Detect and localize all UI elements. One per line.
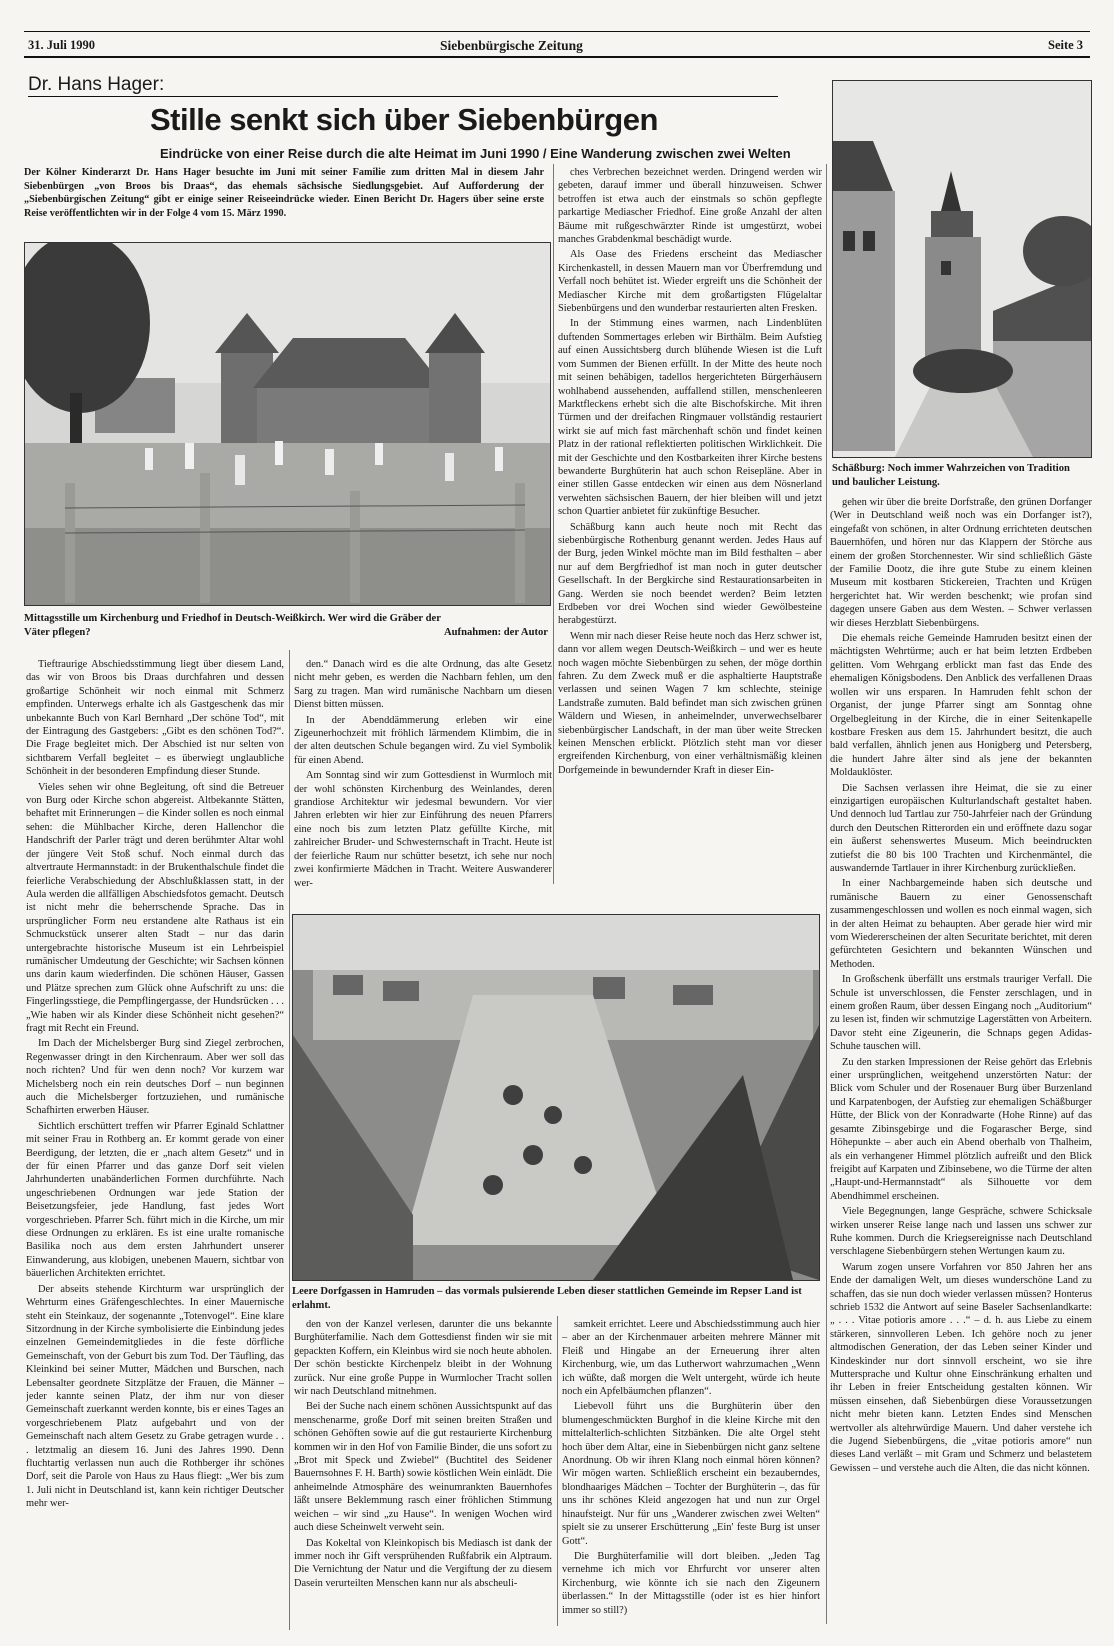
- paragraph: In Großschenk überfällt uns erstmals trauriger Verfall. Die Schule ist unverschlossen, die Fenster zerschlagen, und in einem großen Raum, über dessen Eingang noch „Auditorium“ zu lesen ist, finden wir schmutzige Lagerstätten von Arbeitern. Davor steht eine Zigeunerin, die Schnaps gegen Adidas-Schuhe tauschen will.: [830, 974, 1092, 1053]
- paragraph: Warum zogen unsere Vorfahren vor 850 Jahren her ans Ende der damaligen Welt, um dieses wunderschöne Land zu schaffen, das sie nun doch wieder verlassen müssen? Honterus schrieb 1532 die Antwort auf seine Baseler Sachsenlandkarte: „ . . . Vitae potioris amore . . .“ – d. h. aus Liebe zu einem stärkeren, sinnvolleren Leben. Ich gehöre noch zu jener altmodischen Generation, der das Leben seiner Kinder und Kindeskinder nur dort sinnvoll erscheint, wo sie ihre Muttersprache und Kultur ohne Einschränkung erhalten und ihr Leben in freier Entscheidung gestalten können. Wir müssen einsehen, daß Siebenbürgen diese Voraussetzungen nicht mehr bieten kann. Letzten Endes sind Menschen wertvoller als altehrwürdige Mauern. Und daher verstehe ich die Jugend Siebenbürgens, die „vitae potioris amore“ nun dieses Land verläßt – mit Gram und Schmerz und belastetem Gewissen – und verstehe auch die Alten, die das nicht können.: [830, 1261, 1092, 1474]
- caption-photo1: Mittagsstille um Kirchenburg und Friedhof in Deutsch-Weißkirch. Wer wird die Gräber der Väter pflegen?: [24, 613, 441, 638]
- paragraph: Als Oase des Friedens erscheint das Mediascher Kirchenkastell, in dessen Mauern man vor Überfremdung und Verfall noch behütet ist. Wieder ergreift uns die Schönheit der Mediascher Kirche mit dem großartigsten Flügelaltar Siebenbürgens und den wunderbar restaurierten alten Fresken.: [558, 249, 822, 315]
- paragraph: In der Abenddämmerung erleben wir eine Zigeunerhochzeit mit fröhlich lärmendem Klimbim, die in der alten deutschen Schule begangen wird. Zu viel Symbolik für einen Abend.: [294, 714, 552, 766]
- article-headline: Stille senkt sich über Siebenbürgen: [150, 102, 658, 137]
- paragraph: gehen wir über die breite Dorfstraße, den grünen Dorfanger (Wer in Deutschland weiß noch was ein Dorfanger ist?), eingefaßt von schönen, in alter Ordnung errichteten deutschen Bauernhöfen, und hören nur das Klappern der Störche aus einem der großen Storchennester. Wir sind schließlich Gäste der Familie Dootz, die ihre gute Stube zu einem kleinen Museum mit kostbaren Stickereien, Trachten und Krügen hergerichtet hat. Wir werden beschenkt; wie profan sind dagegen unsere Gaben aus dem Westen. – Schwer verlassen wir dieses Herzblatt Siebenbürgens.: [830, 497, 1092, 629]
- paragraph: Vieles sehen wir ohne Begleitung, oft sind die Betreuer von Burg oder Kirche schon abgereist. Altbekannte Stätten, behaftet mit Erinnerungen – die Kinder sollen es noch einmal sehen: die Mühlbacher Kirche, deren Hallenchor die Handschrift der Parler trägt und deren berühmter Altar wohl der jüngere Veit Stoß schuf. Noch einmal durch das altvertraute Hermannstadt: in der Brukenthalschule findet die feierliche Verabschiedung der Abschlußklassen statt, in der Aula werden die allfälligen Abschiedsfotos gemacht. Deutsch ist nicht mehr die beherrschende Sprache. Das in ursprünglicher Form neu erstandene alte Rathaus ist ein Schmuckstück unserer alten Stadt – nur das darin untergebrachte historische Museum ist ein Lehrbeispiel rumänischer Umdeutung der Geschichte; wir Sachsen können uns darin kaum wiederfinden. Die schönen Häuser, Gassen und Plätze sprechen zum Glück ohne Aufschrift zu uns: die Fingerlingsstiege, die Pempflingergasse, der Hundsrücken . . . „Wie haben wir als Kinder diese Schönheit nicht gesehen?“ fragt mit Recht ein Freund.: [26, 781, 284, 1034]
- paragraph: Bei der Suche nach einem schönen Aussichtspunkt auf das menschenarme, große Dorf mit seinen breiten Straßen und schönen Gehöften sowie auf die gut restaurierte Kirchenburg kommen wir in den Hof von Familie Binder, die uns sofort zu „Brot mit Speck und Zwiebel“ (Buchtitel des Seidener Bauernsohnes F. H. Barth) sowie köstlichen Wein einlädt. Die anheimelnde Atmosphäre des weinumrankten Bauernhofes läßt unsere Beklemmung rasch einer fröhlichen Stimmung weichen – wir sind „zu Hause“. In wenigen Wochen wird auch diese Scheinwelt verweht sein.: [294, 1401, 552, 1534]
- caption-photo1-credit: Aufnahmen: der Autor: [444, 627, 548, 638]
- caption-photo2: Schäßburg: Noch immer Wahrzeichen von Tradition und baulicher Leistung.: [832, 463, 1070, 488]
- paragraph: Viele Begegnungen, lange Gespräche, schwere Schicksale wirken unserer Reise lange nach und lassen uns schwer zur Ruhe kommen. Durch die Kriegsereignisse nach Deutschland verschlagene Siebenbürgern stehen Wertungen kaum zu.: [830, 1206, 1092, 1258]
- article-intro: Der Kölner Kinderarzt Dr. Hans Hager besuchte im Juni mit seiner Familie zum dritten Mal in diesem Jahr Siebenbürgen „von Broos bis Draas“, das ehemals sächsische Siedlungsgebiet. Auf Aufforderung der „Siebenbürgischen Zeitung“ gibt er einige seiner Reiseeindrücke wieder. Einen Bericht Dr. Hagers über seine erste Reise veröffentlichten wir in der Folge 4 vom 15. März 1990.: [24, 167, 544, 219]
- column-lower-middle-bottom: [294, 1318, 552, 1628]
- column-divider: [826, 164, 827, 1624]
- paragraph: Am Sonntag sind wir zum Gottesdienst in Wurmloch mit der wohl schönsten Kirchenburg des Weinlandes, deren grandiose Architektur wir jedesmal bewundern. Vor vier Jahren erlebten wir hier zur Einführung des neuen Pfarrers eine noch bis zum letzten Platz gefüllte Kirche, mit zahlreicher Bruder- und Schwesternschaft in Tracht. Heute ist der feierliche Raum nur schütter besetzt, ich sehe nur noch zwei konfirmierte Mädchen in Tracht. Weitere Auswanderer wer-: [294, 770, 552, 889]
- paragraph: Schäßburg kann auch heute noch mit Recht das siebenbürgische Rothenburg genannt werden. Jedes Haus auf der Burg, jeden Winkel möchte man im Bild festhalten – aber nur auf dem Bergfriedhof ist man noch in guter deutscher Gesellschaft. In der Bergkirche sind Restaurationsarbeiten in Gang. Werden sie noch beendet werden? Beim letzten Erdbeben vor drei Wochen sind wieder Gewölbesteine herabgestürzt.: [558, 521, 822, 627]
- issue-date: 31. Juli 1990: [28, 38, 96, 52]
- column-lower-left: [26, 658, 284, 1628]
- paragraph: Wenn mir nach dieser Reise heute noch das Herz schwer ist, dann vor allem wegen Deutsch-Weißkirch – und wer es heute noch wagen möchte Siebenbürgen zu sehen, der möge dorthin fahren. Zu dem Zweck muß er die asphaltierte Hauptstraße verlassen und seinen Wagen 7 km schlechte, steinige Landstraße zumuten. Bald befindet man sich zwischen grünen Wäldern und Wiesen, in anheimelnder, unverwechselbarer siebenbürgischer Landschaft, in der man über weite Strecken keinen Menschen erblickt. Plötzlich steht man vor dieser ergreifenden Kirchenburg, von einer verhältnismäßig kleinen Dorfgemeinde in bewundernder Kraft in dieser Ein-: [558, 630, 822, 776]
- paragraph: Sichtlich erschüttert treffen wir Pfarrer Eginald Schlattner mit seiner Frau in Rothberg an. Er kommt gerade von einer Beerdigung, der letzten, die er „nach altem Gesetz“ und in der für einen Pfarrer und das ganze Dorf seit vielen Jahrhunderten unabänderlichen Formen durchführte. Nach ungeschriebenen Ordnungen war jede Station der Beisetzungsfeier, jede Handlung, fast jedes Wort vorgeschrieben. Pfarrer Sch. führt mich in die Kirche, um mir diese Ordnungen zu erklären. Es ist eine uralte romanische Basilika noch aus dem ersten Jahrhundert unserer Einwanderung, aus klobigen, unebenen Mauern, sichtbar von bäuerlichen Architekten errichtet.: [26, 1120, 284, 1280]
- author-byline: Dr. Hans Hager:: [28, 74, 165, 95]
- paragraph: In der Stimmung eines warmen, nach Lindenblüten duftenden Sommertages erleben wir Birthälm. Beim Aufstieg auf einen Aussichtsberg durch blühende Wiesen ist die Luft vom Summen der Bienen erfüllt. In der Mitte des heute noch mit seinen behäbigen, tadellos hergerichteten Bürgerhäusern wohlhabend aussehenden, auffallend stillen, menschenleeren Marktfleckens erhebt sich die alte Bischofskirche. Mit ihren Türmen und der dreifachen Ringmauer vollständig restauriert wirkt sie auf mich fast märchenhaft schön und findet keinen Platz in der rational reflektierten politischen Wirklichkeit. Die mit der Geschichte und den Kostbarkeiten ihrer Kirche bestens bewanderte Burghüterin hat auch schon Reisepläne. Aber in einer stillen Gasse entdecken wir einen aus dem Nösnerland verwehten sächsischen Bauern, der hier bleiben will und jetzt schon Quartier anbietet für zukünftige Besucher.: [558, 318, 822, 518]
- caption-photo3: Leere Dorfgassen in Hamruden – das vormals pulsierende Leben dieser stattlichen Gemeinde im Repser Land ist erlahmt.: [292, 1286, 802, 1311]
- column-divider: [289, 650, 290, 1630]
- column-far-right: [830, 496, 1092, 1626]
- newspaper-name: Siebenbürgische Zeitung: [440, 38, 583, 53]
- article-subheadline: Eindrücke von einer Reise durch die alte Heimat im Juni 1990 / Eine Wanderung zwischen zwei Welten: [160, 146, 791, 161]
- paragraph: Im Dach der Michelsberger Burg sind Ziegel zerbrochen, Regenwasser dringt in den Kirchenraum. Aber wer soll das noch richten? Und für wen denn noch? Vor kurzem war Michelsberg noch ein rein deutsches Dorf – nun beginnen auch die Michelsberger fortzuziehen, und rumänische Schafhirten erwerben Häuser.: [26, 1038, 284, 1117]
- paragraph: Tieftraurige Abschiedsstimmung liegt über diesem Land, das wir von Broos bis Draas durchfahren und dessen großartige Schönheit wir noch einmal mit Schmerz empfinden. Unterwegs erhalte ich als Gastgeschenk das mir unbekannte Buch von Karl Bernhard „Der schöne Tod“, mit der Eintragung des Gastgebers: „Gibt es den schönen Tod?“. Die Frage begleitet mich. Der Abschied ist nur selten von sichtbarem Verfall begleitet – es überwiegt unglaubliche Schönheit in der besonderen Empfindung dieser Stunde.: [26, 659, 284, 778]
- photo-hamruden: [292, 914, 820, 1281]
- column-lower-right: [562, 1318, 820, 1628]
- paragraph: samkeit errichtet. Leere und Abschiedsstimmung auch hier – aber an der Kirchenmauer arbeiten mehrere Männer mit Fleiß und Hingabe an der Erneuerung ihrer alten Kirchenburg, wie, um das Lutherwort wahrzumachen „Wenn ich wüßte, daß morgen die Welt untergeht, würde ich heute noch ein Apfelbäumchen pflanzen“.: [562, 1319, 820, 1398]
- paragraph: Der abseits stehende Kirchturm war ursprünglich der Wehrturm eines Gräfengeschlechtes. In einer Mauernische steht ein Steinkauz, der sogenannte „Totenvogel“. Eine klare Sitzordnung in der Kirche symbolisierte die Einbindung jedes einzelnen Gemeindemitgliedes in die feste dörfliche Gemeinschaft, von der Geburt bis zum Tod. Der Täufling, das Kleinkind bei seiner Mutter, Mädchen und Burschen, nach Lebensalter geordnete Sitzplätze der Frauen, die Männer – jeder kannte seinen Platz, der ihm nur von dieser Gemeinschaft zuerkannt werden konnte, bis er eines Tages an vorgeschriebenem Platz aufgebahrt und von der Gemeinschaft nach altem Gesetz zu Grabe getragen wurde . . . letztmalig an diesem 16. Juni des Jahres 1990. Denn fluchtartig verlassen nun auch die Rothberger ihr schönes Dorf, seit die Parole von Haus zu Haus fliegt: „Wer bis zum 1. Juli nicht in Deutschland ist, kann kein richtiger Deutscher mehr wer-: [26, 1283, 284, 1510]
- byline-rule: [28, 96, 778, 97]
- paragraph: Liebevoll führt uns die Burghüterin über den blumengeschmückten Burghof in die kleine Kirche mit den mittelalterlich-schlichten Sitzbänken. Die alte Orgel steht hoch über dem Altar, eine in Siebenbürgen nicht ganz seltene Anordnung. Ob wir ihren Klang noch einmal hören können? Wir mögen warten. Schließlich erscheint ein bezauberndes, blondhaariges Mädchen – Tochter der Burghüterin –, das für uns ihr schönes Kleid angezogen hat und nun zur Orgel hinaufsteigt. Nur für uns „Wanderer zwischen zwei Welten“ spielt sie zu unserer Erschütterung „Ein' feste Burg ist unser Gott“.: [562, 1401, 820, 1547]
- column-lower-middle-top: [294, 658, 552, 908]
- column-divider: [557, 1316, 558, 1626]
- paragraph: Das Kokeltal von Kleinkopisch bis Mediasch ist dank der immer noch ihr Gift versprühenden Rußfabrik ein Alptraum. Die Vernichtung der Natur und die Vergiftung der zu diesem Dasein verurteilten Menschen kann nur als abscheuli-: [294, 1537, 552, 1589]
- column-divider: [553, 164, 554, 884]
- top-rule: [24, 31, 1090, 32]
- paragraph: ches Verbrechen bezeichnet werden. Dringend werden wir gebeten, darauf immer und überall hinzuweisen. Schwer betroffen ist etwa auch der einstmals so schön gepflegte parkartige Mediascher Friedhof. Eine große Anzahl der alten Bäume mit rußgeschwärzter Rinde ist umgestürzt, wobei manches Grabdenkmal beschädigt wurde.: [558, 167, 822, 246]
- photo-schaessburg: [832, 80, 1092, 458]
- paragraph: Die Sachsen verlassen ihre Heimat, die sie zu einer einzigartigen europäischen Kulturlandschaft gestaltet haben. Und dennoch lud Tartlau zur 750-Jahrfeier nach der Gründung durch den Deutschen Ritterorden ein und eröffnete dazu sogar ein äußerst sehenswertes Museum. Mich beeindruckten zutiefst die 80 bis 100 Trachten und Kirchenmäntel, die auswandernde Tartlauer in ihrer Kirchenburg zurückließen.: [830, 782, 1092, 874]
- paragraph: In einer Nachbargemeinde haben sich deutsche und rumänische Bauern zu einer Genossenschaft zusammengeschlossen und wollen es noch einmal wagen, sich in der alten Heimat zu behaupten. Aber gerade hier wird mir vom Wiedererscheinen der alten Securitate berichtet, mit deren gefürchteten Gesichtern und bekannten Wünschen und Methoden.: [830, 878, 1092, 970]
- paragraph: den.“ Danach wird es die alte Ordnung, das alte Gesetz nicht mehr geben, es werden die Nachbarn fehlen, um den Sarg zu tragen. Man wird rumänische Nachbarn um diesen Dienst bitten müssen.: [294, 659, 552, 711]
- paragraph: Zu den starken Impressionen der Reise gehört das Erlebnis einer ursprünglichen, weitgehend unzerstörten Natur: der Blick vom Schuler und der Rosenauer Burg über Burzenland und Karpatenbogen, der Aufstieg zur ehemaligen Schäßburger Hütte, der Blick von der Konradwarte (Hohe Rinne) auf das gesamte Zibinsgebirge und die Fogarascher Berge, sind Höhepunkte – aber auch ein Abend oberhalb von Thalheim, als ein verhangener Himmel plötzlich aufreißt und den Blick freigibt auf Karpaten und Zibinsebene, wo die Türme der alten „Haupt-und-Hermannstadt“ als Silhouette vor dem Abendhimmel erscheinen.: [830, 1056, 1092, 1202]
- paragraph: den von der Kanzel verlesen, darunter die uns bekannte Burghüterfamilie. Nach dem Gottesdienst finden wir sie mit gepackten Koffern, ein Kleinbus wird sie noch heute abholen. Der schön bestickte Kirchenpelz bleibt in der Wohnung zurück. Nur eine große Puppe in Wurmlocher Tracht sollen wir nach Deutschland mitnehmen.: [294, 1319, 552, 1398]
- paragraph: Die Burghüterfamilie will dort bleiben. „Jeden Tag vernehme ich mich vor Ehrfurcht vor unserer alten Kirchenburg, wie könnte ich sie nach den Zigeunern überlassen.“ In der Mittagsstille (oder ist es hier hinfort immer so still?): [562, 1550, 820, 1616]
- masthead-rule: [24, 56, 1090, 58]
- column-top-middle: [558, 166, 822, 876]
- page-number: Seite 3: [1048, 38, 1084, 52]
- paragraph: Die ehemals reiche Gemeinde Hamruden besitzt einen der mächtigsten Wehrtürme; auch er hat beim letzten Erdbeben gelitten. Vom Wehrgang erblickt man fast das Ende des ehemaligen Königsbodens. Den Anblick des verfallenen Draas wollen wir uns ersparen. In Hamruden fehlt schon der Organist, der junge Pfarrer singt am Sonntag ohne Orgelbegleitung in der Kirche, die in einer Seitenkapelle kostbare Fresken aus dem 15. Jahrhundert besitzt, die auch bald verfallen, ähnlich jenen aus Honigberg und Petersberg, die hundert Jahre älter sind als jene der bekannten Moldauklöster.: [830, 633, 1092, 779]
- photo-church-cemetery: [24, 242, 551, 606]
